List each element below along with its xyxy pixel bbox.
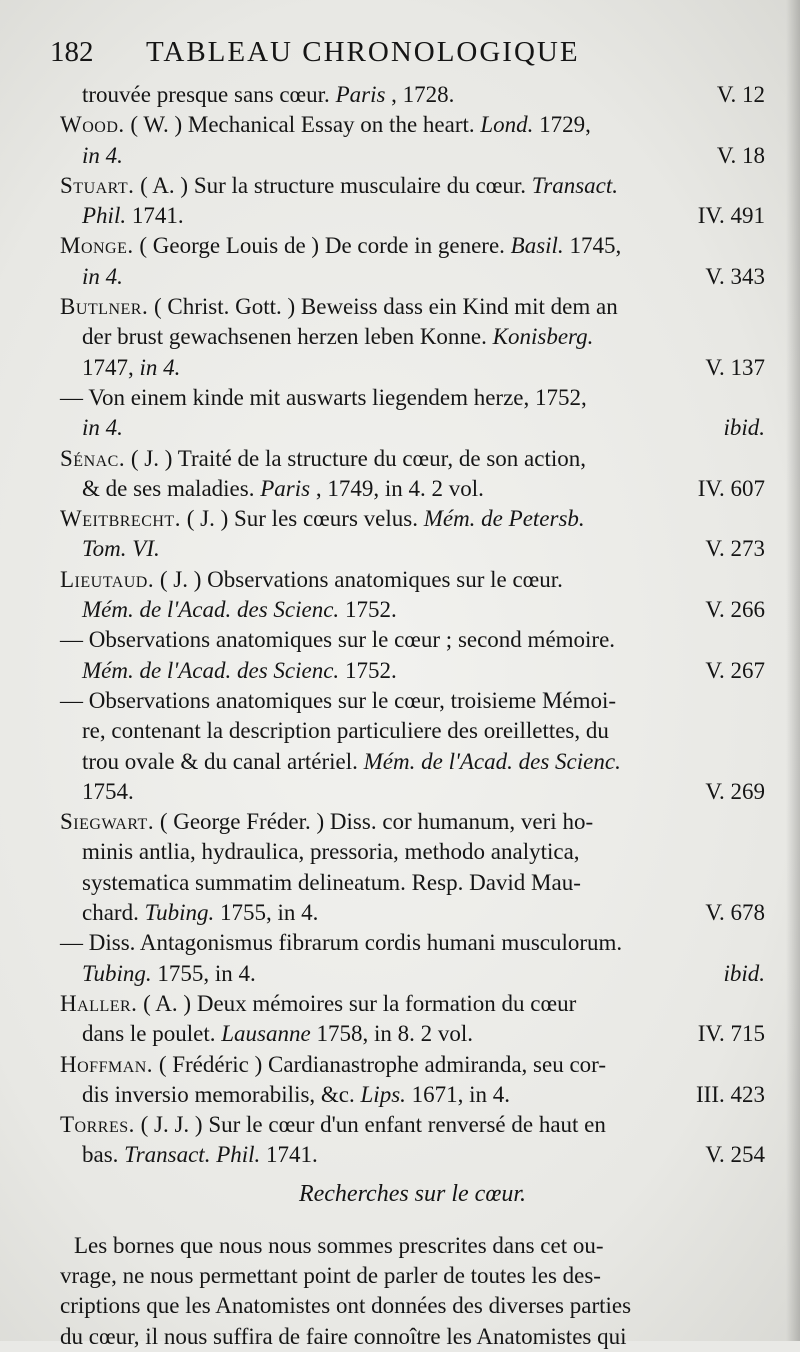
entry-line-text: [60, 504, 585, 534]
bibliography-entry: [60, 292, 765, 383]
volume-reference: IV. 607: [697, 475, 765, 501]
entry-line: [60, 565, 765, 595]
publication-details: 1755, in 4.: [157, 960, 256, 986]
bibliography-list: [60, 80, 765, 1352]
entry-text: ( W. ) Mechanical Essay on the heart.: [130, 112, 475, 138]
entry-line: [60, 504, 765, 534]
entry-line: [60, 837, 765, 867]
page-header: [50, 36, 770, 76]
entry-line-text: [60, 231, 621, 261]
paragraph-text: vrage, ne nous permettant point de parler de toutes les des-: [60, 1262, 601, 1288]
entry-text: dis inversio memorabilis, &c.: [82, 1081, 355, 1107]
entry-text: chard.: [82, 900, 139, 926]
publication-place: Tom. VI.: [82, 536, 160, 562]
entry-line: [60, 898, 765, 928]
entry-text: & de ses maladies.: [82, 475, 255, 501]
author-name: Weitbrecht.: [60, 506, 181, 532]
paragraph-line: [60, 1231, 765, 1261]
entry-line-text: [82, 898, 318, 928]
entry-line: [60, 989, 765, 1019]
volume-reference: V. 12: [716, 82, 765, 107]
bibliography-entry: [60, 110, 765, 171]
entry-text: ( Frédéric ) Cardianastrophe admiranda, seu cor-: [158, 1051, 607, 1077]
author-name: Siegwart.: [60, 809, 155, 835]
page-number: 182: [50, 36, 94, 68]
author-name: Lieutaud.: [60, 566, 155, 592]
entry-line-text: [82, 413, 123, 443]
entry-line-text: [82, 474, 484, 504]
entry-line-text: [60, 444, 586, 474]
volume-reference: V. 343: [705, 263, 765, 289]
entry-line-text: [60, 565, 563, 595]
publication-details: 1729,: [539, 112, 591, 138]
publication-details: 1752.: [344, 657, 397, 683]
bibliography-entry: [60, 1110, 765, 1171]
publication-place: Lausanne: [221, 1021, 311, 1047]
entry-line-text: [60, 110, 591, 140]
bibliography-entry: [60, 686, 765, 807]
entry-text: ( J. ) Observations anatomiques sur le cœur.: [159, 566, 563, 592]
volume-reference: V. 269: [705, 778, 765, 804]
entry-line: [60, 262, 765, 292]
entry-line: [60, 231, 765, 261]
entry-line-text: [60, 292, 618, 322]
entry-line-text: [82, 777, 134, 807]
bibliography-entry: [60, 171, 765, 232]
author-name: Butlner.: [60, 294, 149, 320]
entry-text: — Observations anatomiques sur le cœur, troisieme Mémoi-: [60, 687, 617, 713]
entry-text: ( George Fréder. ) Diss. cor humanum, veri ho-: [159, 809, 594, 835]
publication-place: Mém. de l'Acad. des Scienc.: [363, 748, 621, 774]
author-name: Sénac.: [60, 445, 126, 471]
entry-line: [60, 1080, 765, 1110]
entry-line: [60, 716, 765, 746]
entry-line: [60, 686, 765, 716]
entry-line-text: [60, 928, 622, 958]
paragraph-line: [60, 1261, 765, 1291]
entry-line-text: [82, 353, 180, 383]
paragraph-line: [60, 1291, 765, 1321]
author-name: Wood.: [60, 112, 125, 138]
volume-reference: V. 137: [705, 354, 765, 380]
entry-line: [60, 928, 765, 958]
publication-details: 1755, in 4.: [220, 900, 319, 926]
entry-line: [60, 474, 765, 504]
paragraph-text: Les bornes que nous nous sommes prescrites dans cet ou-: [74, 1232, 604, 1258]
entry-line: [60, 534, 765, 564]
publication-place: Mém. de l'Acad. des Scienc.: [82, 657, 340, 683]
publication-place: Basil.: [510, 233, 564, 259]
entry-line: [60, 807, 765, 837]
publication-place: in 4.: [139, 354, 181, 380]
entry-line: [60, 141, 765, 171]
entry-text: der brust gewachsenen herzen leben Konne.: [82, 324, 487, 350]
entry-line-text: [82, 595, 397, 625]
publication-place: Konisberg.: [492, 324, 594, 350]
bibliography-entry: [60, 231, 765, 292]
volume-reference: V. 266: [705, 597, 765, 623]
entry-text: minis antlia, hydraulica, pressoria, methodo analytica,: [82, 839, 580, 865]
entry-line: [60, 595, 765, 625]
section-heading: Recherches sur le cœur.: [298, 1180, 527, 1207]
entry-text: dans le poulet.: [82, 1021, 216, 1047]
publication-place: Phil.: [82, 203, 127, 229]
entry-line: [60, 413, 765, 443]
entry-text: ( George Louis de ) De corde in genere.: [139, 233, 505, 259]
bibliography-entry: [60, 565, 765, 626]
publication-place: Paris: [335, 82, 386, 107]
page-gutter-shadow: [786, 0, 800, 1341]
publication-place: in 4.: [82, 263, 123, 289]
bibliography-entry: [60, 80, 765, 110]
publication-details: 1745,: [569, 233, 622, 259]
entry-line-text: [82, 1019, 473, 1049]
entry-text: trouvée presque sans cœur.: [82, 82, 330, 107]
author-name: Torres.: [60, 1112, 135, 1138]
entry-line-text: [60, 1050, 606, 1080]
entry-line-text: [82, 80, 454, 110]
author-name: Haller.: [60, 990, 138, 1016]
publication-details: , 1728.: [391, 82, 455, 107]
entry-text: — Diss. Antagonismus fibrarum cordis humani musculorum.: [60, 930, 623, 956]
entry-line: [60, 292, 765, 322]
author-name: Monge.: [60, 233, 134, 259]
volume-reference: IV. 715: [697, 1021, 765, 1047]
entry-line-text: [82, 747, 621, 777]
entry-line: [60, 747, 765, 777]
entry-line: [60, 959, 765, 989]
bibliography-entry: [60, 444, 765, 505]
entry-line-text: [60, 807, 593, 837]
entry-line: [60, 322, 765, 352]
entry-text: bas.: [82, 1142, 119, 1168]
publication-details: 1752.: [344, 597, 397, 623]
entry-text: — Von einem kinde mit auswarts liegendem herze, 1752,: [60, 384, 587, 410]
author-name: Stuart.: [60, 172, 135, 198]
entry-text: ( J. ) Sur les cœurs velus.: [186, 506, 418, 532]
entry-line: [60, 777, 765, 807]
entry-text: ( A. ) Deux mémoires sur la formation du cœur: [143, 990, 577, 1016]
entry-text: systematica summatim delineatum. Resp. David Mau-: [82, 869, 581, 895]
entry-text: 1747,: [82, 354, 134, 380]
entry-line-text: [82, 534, 160, 564]
bibliography-entry: [60, 383, 765, 444]
publication-place: Paris: [260, 475, 311, 501]
publication-place: Mém. de Petersb.: [423, 506, 585, 532]
entry-line: [60, 444, 765, 474]
entry-line-text: [82, 262, 123, 292]
volume-reference: IV. 491: [697, 203, 765, 229]
bibliography-entry: [60, 928, 765, 989]
publication-place: Tubing.: [82, 960, 152, 986]
entry-line: [60, 656, 765, 686]
entry-line-text: [82, 837, 580, 867]
volume-reference: V. 254: [705, 1142, 765, 1168]
publication-details: 1741.: [266, 1142, 318, 1168]
publication-details: , 1749, in 4. 2 vol.: [315, 475, 484, 501]
bibliography-entry: [60, 989, 765, 1050]
entry-line-text: [82, 141, 123, 171]
bibliography-entry: [60, 504, 765, 565]
volume-reference: ibid.: [723, 960, 765, 986]
entry-line: [60, 80, 765, 110]
paragraph-text: du cœur, il nous suffira de faire connoître les Anatomistes qui: [60, 1323, 627, 1349]
entry-line-text: [60, 383, 587, 413]
entry-text: ( A. ) Sur la structure musculaire du cœur.: [140, 172, 526, 198]
entry-line: [60, 353, 765, 383]
publication-place: Mém. de l'Acad. des Scienc.: [82, 597, 340, 623]
volume-reference: III. 423: [696, 1081, 765, 1107]
entry-line: [60, 383, 765, 413]
entry-text: re, contenant la description particuliere des oreillettes, du: [82, 718, 609, 744]
entry-line: [60, 1110, 765, 1140]
entry-line-text: [82, 716, 609, 746]
entry-line: [60, 625, 765, 655]
entry-line-text: [60, 625, 615, 655]
entry-line-text: [60, 171, 618, 201]
publication-place: Lips.: [360, 1081, 406, 1107]
bibliography-entry: [60, 625, 765, 686]
bibliography-entry: [60, 1050, 765, 1111]
volume-reference: ibid.: [723, 415, 765, 441]
entry-line-text: [60, 686, 616, 716]
entry-line-text: [82, 1140, 318, 1170]
entry-text: trou ovale & du canal artériel.: [82, 748, 358, 774]
entry-text: 1754.: [82, 778, 134, 804]
entry-line-text: [82, 656, 397, 686]
publication-place: in 4.: [82, 142, 123, 168]
entry-line: [60, 1140, 765, 1170]
volume-reference: V. 678: [705, 900, 765, 926]
entry-text: — Observations anatomiques sur le cœur ; second mémoire.: [60, 627, 616, 653]
volume-reference: V. 18: [716, 142, 765, 168]
publication-place: Transact.: [531, 172, 618, 198]
paragraph-line: [60, 1322, 765, 1352]
publication-place: Transact. Phil.: [124, 1142, 261, 1168]
entry-text: ( J. ) Traité de la structure du cœur, de son action,: [130, 445, 586, 471]
entry-line: [60, 1050, 765, 1080]
entry-line: [60, 171, 765, 201]
entry-line-text: [82, 201, 184, 231]
volume-reference: V. 267: [705, 657, 765, 683]
entry-line: [60, 201, 765, 231]
publication-details: 1758, in 8. 2 vol.: [316, 1021, 473, 1047]
bibliography-entry: [60, 807, 765, 928]
publication-details: 1671, in 4.: [411, 1081, 511, 1107]
entry-line-text: [82, 322, 593, 352]
entry-text: ( Christ. Gott. ) Beweiss dass ein Kind mit dem an: [153, 294, 618, 320]
volume-reference: V. 273: [705, 536, 765, 562]
author-name: Hoffman.: [60, 1051, 154, 1077]
entry-text: ( J. J. ) Sur le cœur d'un enfant renversé de haut en: [140, 1112, 606, 1138]
paragraph-text: criptions que les Anatomistes ont données des diverses parties: [60, 1293, 632, 1319]
entry-line: [60, 868, 765, 898]
entry-line: [60, 110, 765, 140]
running-title: TABLEAU CHRONOLOGIQUE: [146, 36, 580, 68]
publication-place: in 4.: [82, 415, 123, 441]
entry-line-text: [60, 1110, 606, 1140]
publication-place: Lond.: [480, 112, 534, 138]
entry-line-text: [82, 868, 581, 898]
entry-line-text: [82, 959, 256, 989]
entry-line-text: [82, 1080, 510, 1110]
publication-details: 1741.: [131, 203, 184, 229]
publication-place: Tubing.: [144, 900, 215, 926]
entry-line: [60, 1019, 765, 1049]
entry-line-text: [60, 989, 576, 1019]
section-spacer: [60, 1217, 765, 1231]
